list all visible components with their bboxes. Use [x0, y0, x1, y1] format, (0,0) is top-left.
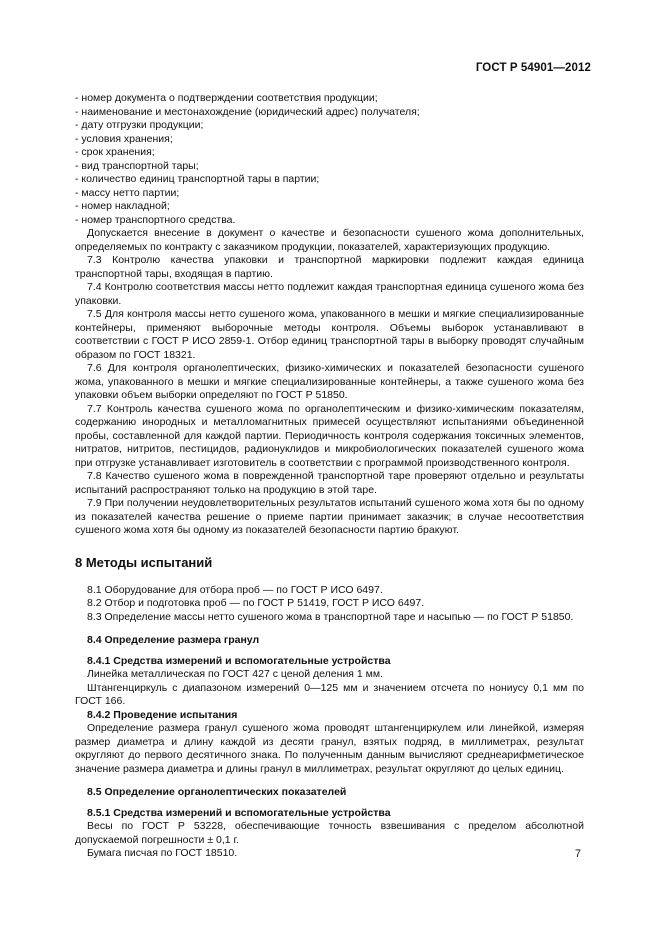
heading-8-4-1: 8.4.1 Средства измерений и вспомогательные устройства: [87, 654, 391, 667]
heading-8-4-2: 8.4.2 Проведение испытания: [87, 708, 238, 721]
list-item: - срок хранения;: [75, 146, 155, 158]
paragraph-7-3: 7.3 Контролю качества упаковки и транспортной маркировки подлежит каждая единица транспортной тары, входящая в партию.: [75, 254, 584, 280]
paragraph-7-5: 7.5 Для контроля массы нетто сушеного жома, упакованного в мешки и мягкие специализированные контейнеры, применяют выборочные методы контроля. Объемы выборок устанавливают в соответствии с ГОСТ Р ИСО 2859-1. Отбор единиц транспортной тары в выборку проводят случайным образом по ГОСТ 18321.: [75, 308, 584, 361]
document-header: ГОСТ Р 54901—2012: [475, 62, 591, 74]
page-body: [75, 92, 584, 861]
paragraph-7-4: 7.4 Контролю соответствия массы нетто подлежит каждая транспортная единица сушеного жома без упаковки.: [75, 281, 584, 307]
paragraph-7-6: 7.6 Для контроля органолептических, физико-химических и показателей безопасности сушеного жома, упакованного в мешки и мягкие специализированные контейнеры, а также сушеного жома без упаковки объем выборки определяют по ГОСТ Р 51850.: [75, 362, 584, 401]
list-item: - количество единиц транспортной тары в партии;: [75, 173, 320, 185]
heading-8-5-1: 8.5.1 Средства измерений и вспомогательные устройства: [87, 806, 391, 819]
list-item: - вид транспортной тары;: [75, 159, 199, 172]
list-item: - номер накладной;: [75, 200, 170, 212]
paragraph-additional-info: Допускается внесение в документ о качестве и безопасности сушеного жома дополнительных, определяемых по контракту с заказчиком продукции, показателей, характеризующих продукцию.: [75, 227, 584, 253]
paragraph-7-8: 7.8 Качество сушеного жома в поврежденной транспортной таре проверяют отдельно и результаты испытаний распространяют только на продукцию в этой таре.: [75, 470, 584, 496]
paragraph-8-2: 8.2 Отбор и подготовка проб — по ГОСТ Р 51419, ГОСТ Р ИСО 6497.: [87, 597, 425, 609]
paragraph-8-5-1-scales: Весы по ГОСТ Р 53228, обеспечивающие точность взвешивания с пределом абсолютной допускаемой погрешности ± 0,1 г.: [75, 820, 584, 846]
list-item: - наименование и местонахождение (юридический адрес) получателя;: [75, 105, 420, 118]
list-item: - дату отгрузки продукции;: [75, 119, 204, 131]
paragraph-7-7: 7.7 Контроль качества сушеного жома по органолептическим и физико-химическим показателям, содержанию инородных и металломагнитных примесей осуществляют испытаниями объединенной пробы, составленной для каждой партии. Периодичность контроля содержания токсичных элементов, нитратов, нитритов, пестицидов, радионуклидов и микробиологических показателей сушеного жома при отгрузке устанавливает изготовитель в соответствии с программой производственного контроля.: [75, 402, 584, 469]
list-item: - массу нетто партии;: [75, 186, 180, 199]
list-item: - номер документа о подтверждении соответствия продукции;: [75, 92, 378, 104]
section-8-title: 8 Методы испытаний: [75, 554, 213, 570]
paragraph-8-1: 8.1 Оборудование для отбора проб — по ГОСТ Р ИСО 6497.: [87, 583, 383, 596]
paragraph-8-4-1-ruler: Линейка металлическая по ГОСТ 427 с ценой деления 1 мм.: [87, 668, 384, 680]
page-number: 7: [574, 848, 581, 860]
paragraph-8-4-1-caliper: Штангенциркуль с диапазоном измерений 0—125 мм и значением отсчета по нониусу 0,1 мм по ГОСТ 166.: [75, 681, 584, 707]
paragraph-8-4-2: Определение размера гранул сушеного жома проводят штангенциркулем или линейкой, измеряя размер диаметра и длину каждой из десяти гранул, взятых подряд, в миллиметрах, результат округляют до первого десятичного знака. По полученным данным вычисляют среднеарифметическое значение размера диаметра и длины гранул в миллиметрах, результат округляют до целых единиц.: [75, 722, 584, 775]
paragraph-8-3: 8.3 Определение массы нетто сушеного жома в транспортной таре и насыпью — по ГОСТ Р 51850.: [87, 610, 574, 623]
paragraph-8-5-1-paper: Бумага писчая по ГОСТ 18510.: [87, 847, 238, 859]
list-item: - условия хранения;: [75, 132, 173, 145]
delivery-info-list: [75, 92, 584, 227]
list-item: - номер транспортного средства.: [75, 213, 236, 226]
heading-8-5: 8.5 Определение органолептических показателей: [87, 786, 347, 798]
paragraph-7-9: 7.9 При получении неудовлетворительных результатов испытаний сушеного жома хотя бы по одному из показателей качества решение о приеме партии принимает заказчик; в случае несоответствия сушеного жома хотя бы одному из показателей безопасности партию бракуют.: [75, 497, 584, 536]
heading-8-4: 8.4 Определение размера гранул: [87, 634, 260, 646]
